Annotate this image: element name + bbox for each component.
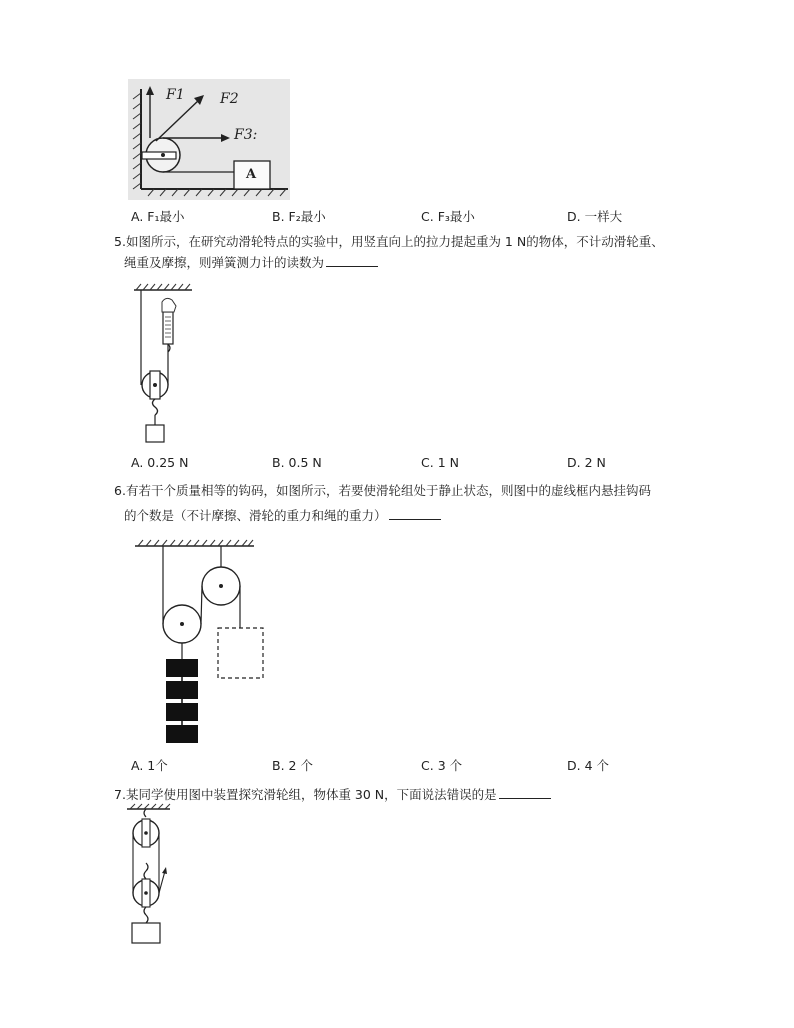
option-text: 0.25 N — [147, 455, 189, 470]
q4-label-block: A — [246, 167, 257, 182]
option-text: F₂最小 — [288, 209, 326, 224]
q6-option-a[interactable] — [131, 756, 168, 774]
question-text: 某同学使用图中装置探究滑轮组，物体重 30 N，下面说法错误的是 — [125, 787, 497, 802]
option-text: 2 N — [584, 455, 606, 470]
option-text: 1个 — [147, 758, 168, 773]
option-letter: A. — [131, 455, 144, 470]
q5-option-a[interactable] — [131, 455, 188, 470]
option-letter: B. — [272, 758, 285, 773]
q4-label-f1: F1 — [166, 87, 185, 103]
option-text: 2 个 — [288, 758, 313, 773]
q5-figure — [128, 282, 198, 447]
q5-stem-line1 — [114, 231, 664, 252]
option-text: 3 个 — [437, 758, 463, 773]
q4-label-f2: F2 — [220, 91, 239, 107]
q6-option-c[interactable] — [421, 756, 462, 774]
option-letter: C. — [421, 455, 434, 470]
question-number: 6. — [114, 483, 126, 498]
option-letter: B. — [272, 209, 285, 224]
answer-blank[interactable] — [389, 507, 441, 520]
answer-blank[interactable] — [326, 254, 378, 267]
option-text: 一样大 — [584, 209, 623, 224]
q6-stem-line1 — [114, 480, 651, 501]
option-letter: D. — [567, 455, 581, 470]
q5-stem-line2 — [124, 252, 378, 273]
q4-option-a[interactable] — [131, 207, 185, 225]
option-letter: B. — [272, 455, 285, 470]
option-letter: D. — [567, 209, 581, 224]
option-letter: A. — [131, 758, 144, 773]
option-text: 1 N — [437, 455, 459, 470]
question-number: 5. — [114, 234, 126, 249]
question-text: 有若干个质量相等的钩码，如图所示，若要使滑轮组处于静止状态，则图中的虚线框内悬挂钩码 — [125, 483, 651, 498]
question-text: 如图所示，在研究动滑轮特点的实验中，用竖直向上的拉力提起重为 1 N的物体，不计动滑轮重、 — [125, 234, 664, 249]
option-letter: A. — [131, 209, 144, 224]
option-text: F₁最小 — [147, 209, 185, 224]
question-number: 7. — [114, 787, 126, 802]
q4-option-d[interactable] — [567, 207, 622, 225]
q4-option-c[interactable] — [421, 207, 475, 225]
q7-stem-line1 — [114, 784, 551, 805]
q4-option-b[interactable] — [272, 207, 326, 225]
question-text: 绳重及摩擦，则弹簧测力计的读数为 — [124, 255, 325, 270]
q6-figure — [130, 538, 270, 748]
option-text: F₃最小 — [437, 209, 475, 224]
q4-figure-drawing — [128, 79, 290, 200]
q6-stem-line2 — [124, 505, 441, 526]
q6-option-b[interactable] — [272, 756, 313, 774]
option-letter: D. — [567, 758, 581, 773]
option-text: 4 个 — [584, 758, 610, 773]
q5-option-c[interactable] — [421, 455, 459, 470]
q4-figure-photo — [128, 79, 290, 200]
q5-option-d[interactable] — [567, 455, 606, 470]
q7-figure — [124, 803, 179, 948]
q6-option-d[interactable] — [567, 756, 609, 774]
option-letter: C. — [421, 758, 434, 773]
q5-option-b[interactable] — [272, 455, 322, 470]
option-letter: C. — [421, 209, 434, 224]
answer-blank[interactable] — [499, 786, 551, 799]
question-text: 的个数是（不计摩擦、滑轮的重力和绳的重力） — [124, 508, 387, 523]
q4-label-f3: F3: — [234, 127, 258, 143]
option-text: 0.5 N — [288, 455, 322, 470]
